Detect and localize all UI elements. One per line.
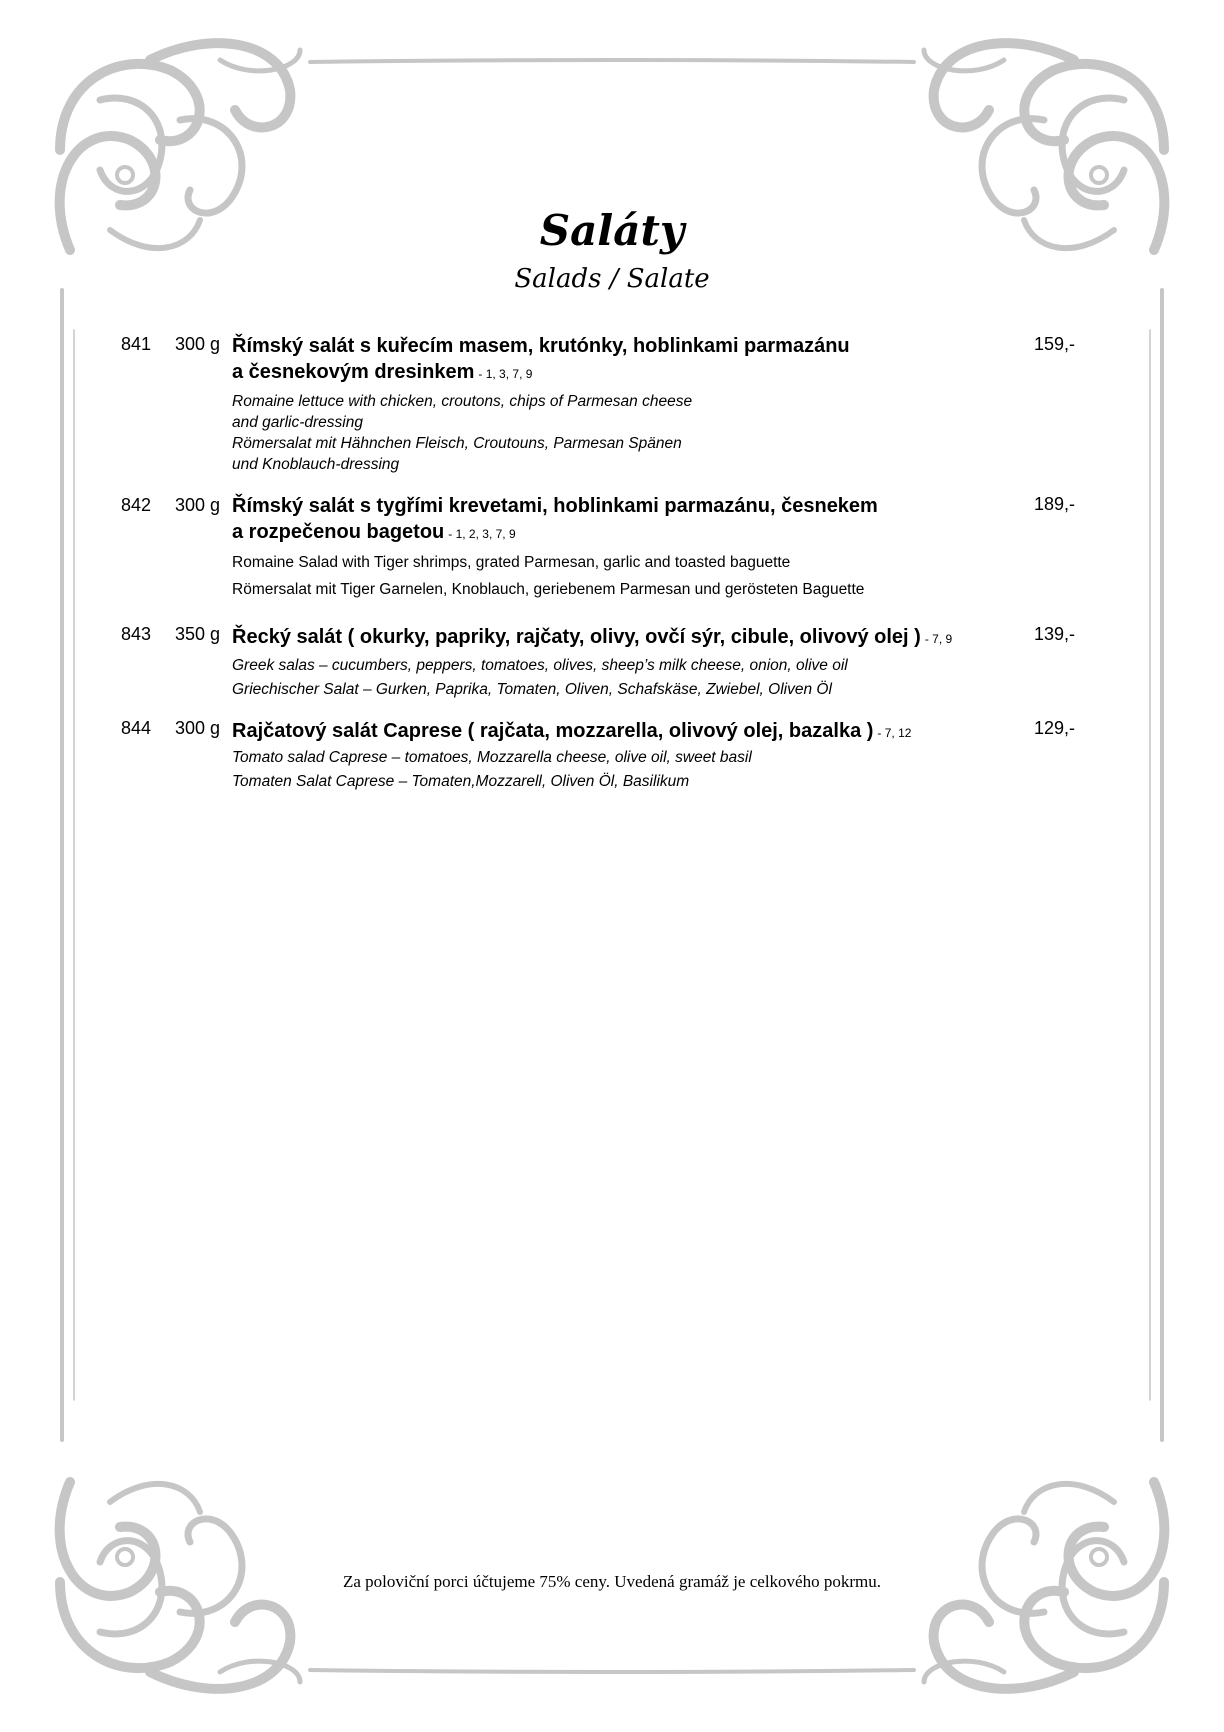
item-number: 843	[121, 624, 152, 644]
item-allergens: - 1, 3, 7, 9	[478, 367, 533, 381]
item-desc-line: Tomato salad Caprese – tomatoes, Mozzarella cheese, olive oil, sweet basil	[232, 749, 752, 766]
item-desc-line: and garlic-dressing	[232, 414, 363, 431]
item-desc-line: und Knoblauch-dressing	[232, 456, 400, 473]
item-name	[232, 624, 1032, 652]
item-price: 129,-	[1034, 718, 1076, 738]
item-name-line1: Rajčatový salát Caprese ( rajčata, mozzarella, olivový olej, bazalka )	[232, 720, 874, 742]
item-allergens: - 7, 9	[924, 632, 953, 646]
item-weight: 350 g	[175, 624, 221, 644]
item-weight: 300 g	[175, 334, 221, 354]
item-desc-line: Griechischer Salat – Gurken, Paprika, Tomaten, Oliven, Schafskäse, Zwiebel, Oliven Öl	[232, 681, 832, 698]
item-name-line1: Řecký salát ( okurky, papriky, rajčaty, olivy, ovčí sýr, cibule, olivový olej )	[232, 626, 921, 648]
item-description	[232, 549, 1022, 603]
item-allergens: - 7, 12	[877, 726, 912, 740]
item-description	[232, 654, 1032, 702]
item-desc-line: Tomaten Salat Caprese – Tomaten,Mozzarell, Oliven Öl, Basilikum	[232, 773, 690, 790]
item-desc-line: Romaine lettuce with chicken, croutons, chips of Parmesan cheese	[232, 393, 693, 410]
item-desc-line: Greek salas – cucumbers, peppers, tomatoes, olives, sheep’s milk cheese, onion, olive oil	[232, 657, 848, 674]
item-description	[232, 391, 1022, 475]
item-name-line2: a česnekovým dresinkem	[232, 361, 475, 383]
item-weight: 300 g	[175, 495, 221, 515]
page-subtitle: Salads / Salate	[514, 264, 710, 294]
footer-note: Za poloviční porci účtujeme 75% ceny. Uvedená gramáž je celkového pokrmu.	[343, 1572, 881, 1591]
item-number: 844	[121, 718, 152, 738]
item-number: 841	[121, 334, 152, 354]
item-desc-line: Romaine Salad with Tiger shrimps, grated Parmesan, garlic and toasted baguette	[232, 554, 791, 571]
item-name-line1: Římský salát s kuřecím masem, krutónky, hoblinkami parmazánu	[232, 335, 850, 357]
page-title: Saláty	[539, 206, 685, 255]
item-description	[232, 746, 1022, 794]
item-body	[232, 624, 1032, 702]
item-weight: 300 g	[175, 718, 221, 738]
item-price: 159,-	[1034, 334, 1076, 354]
item-price: 189,-	[1034, 494, 1076, 514]
item-desc-line: Römersalat mit Hähnchen Fleisch, Croutouns, Parmesan Spänen	[232, 435, 682, 452]
item-name	[232, 718, 1022, 746]
item-number: 842	[121, 495, 152, 515]
item-allergens: - 1, 2, 3, 7, 9	[448, 527, 516, 541]
item-price: 139,-	[1034, 624, 1076, 644]
item-body	[232, 718, 1022, 794]
item-desc-line: Römersalat mit Tiger Garnelen, Knoblauch, geriebenem Parmesan und gerösteten Baguette	[232, 581, 865, 598]
item-name-line2: a rozpečenou bagetou	[232, 521, 445, 543]
item-body	[232, 493, 1022, 603]
item-name	[232, 333, 1022, 387]
item-name	[232, 493, 1022, 547]
item-name-line1: Římský salát s tygřími krevetami, hoblinkami parmazánu, česnekem	[232, 495, 878, 517]
item-body	[232, 333, 1022, 475]
